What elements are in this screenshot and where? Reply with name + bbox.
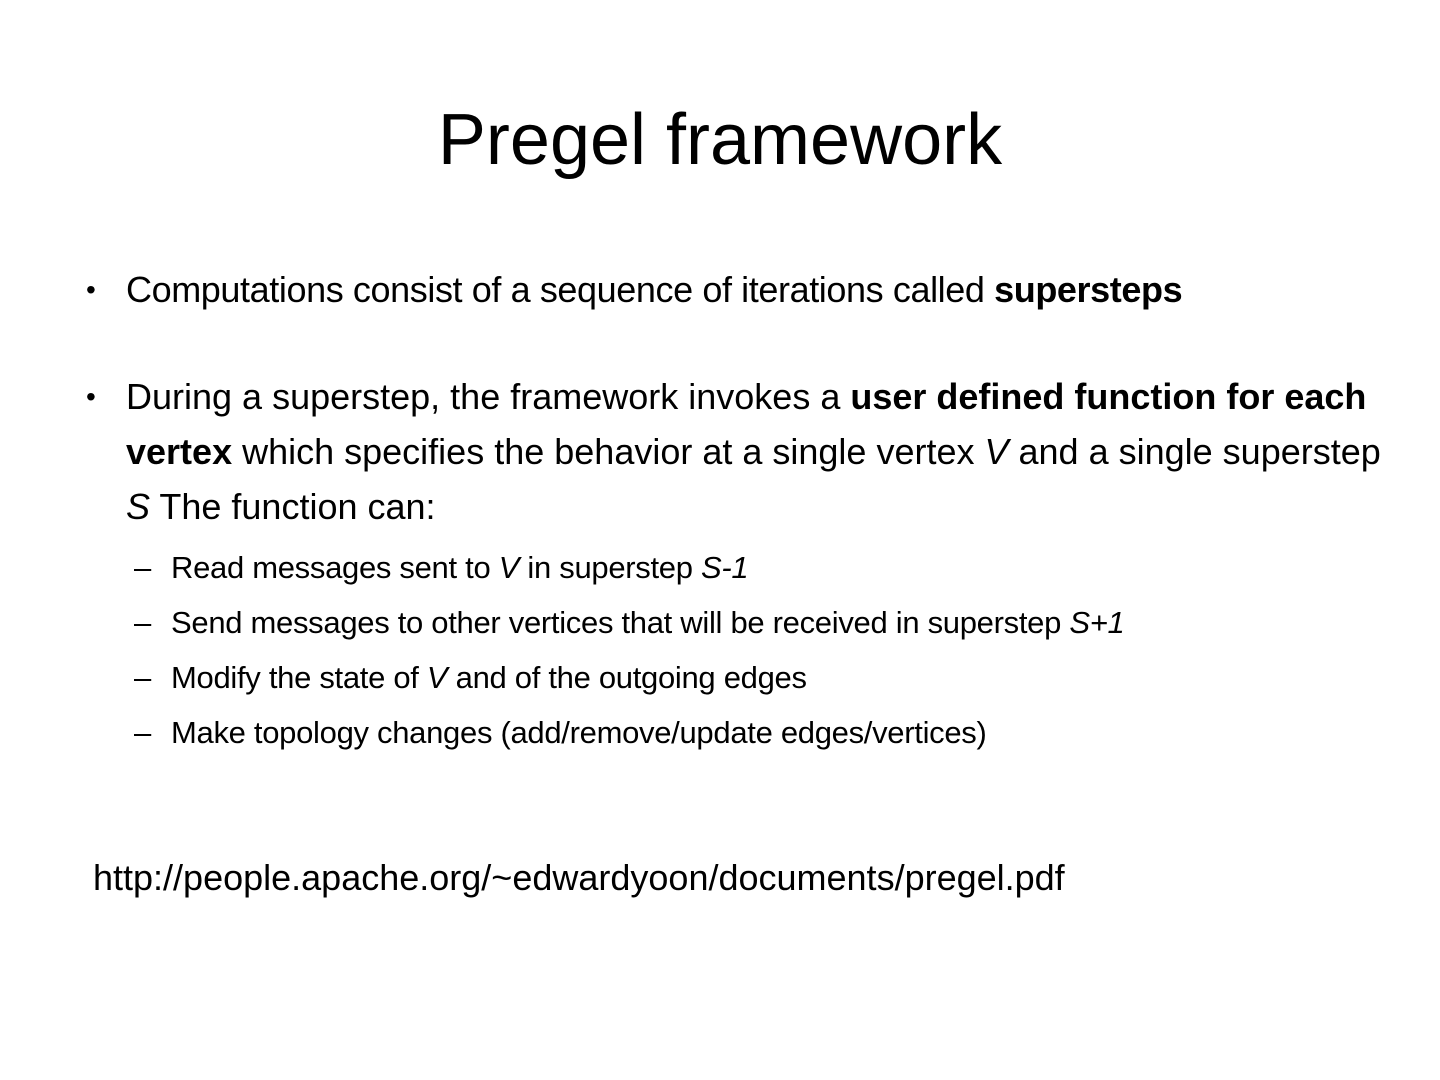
dash-icon: – (134, 715, 151, 750)
bullet-text-italic: S (126, 486, 151, 527)
sub-bullet-item (126, 540, 1386, 595)
reference-url: http://people.apache.org/~edwardyoon/documents/pregel.pdf (93, 857, 1065, 898)
sub-bullet-italic: S+1 (1069, 605, 1125, 640)
bullet-icon: • (86, 274, 96, 305)
bullet-item (86, 262, 1386, 317)
bullet-text-bold: supersteps (994, 269, 1183, 310)
dash-icon: – (134, 605, 151, 640)
sub-bullet-item (126, 705, 1386, 760)
sub-bullet-text: Make topology changes (add/remove/update edges/vertices) (171, 715, 987, 750)
bullet-text-segment: During a superstep, the framework invokes a (126, 376, 851, 417)
sub-bullet-text: Send messages to other vertices that will be received in superstep (171, 605, 1070, 640)
sub-bullet-italic: V (498, 550, 520, 585)
bullet-text (126, 376, 1381, 527)
bullet-text (126, 269, 1182, 310)
sub-bullet-italic: S-1 (701, 550, 749, 585)
sub-bullet-list (126, 540, 1386, 760)
bullet-text-segment: which specifies the behavior at a single vertex (232, 431, 985, 472)
bullet-text-segment: The function can: (150, 486, 436, 527)
bullet-text-bold: user defined function for each vertex (126, 376, 1367, 472)
sub-bullet-text: Read messages sent to (171, 550, 499, 585)
slide-title: Pregel framework (437, 100, 1003, 180)
bullet-list (86, 262, 1386, 760)
bullet-text-segment: and a single superstep (1008, 431, 1381, 472)
bullet-text-segment: Computations consist of a sequence of iterations called (126, 269, 995, 310)
bullet-item (86, 369, 1386, 760)
sub-bullet-italic: V (426, 660, 448, 695)
bullet-icon: • (86, 381, 96, 412)
sub-bullet-item (126, 650, 1386, 705)
sub-bullet-text: in superstep (519, 550, 701, 585)
sub-bullet-text: and of the outgoing edges (447, 660, 807, 695)
sub-bullet-item (126, 595, 1386, 650)
dash-icon: – (134, 660, 151, 695)
sub-bullet-text: Modify the state of (171, 660, 427, 695)
bullet-text-italic: V (984, 431, 1009, 472)
dash-icon: – (134, 550, 151, 585)
